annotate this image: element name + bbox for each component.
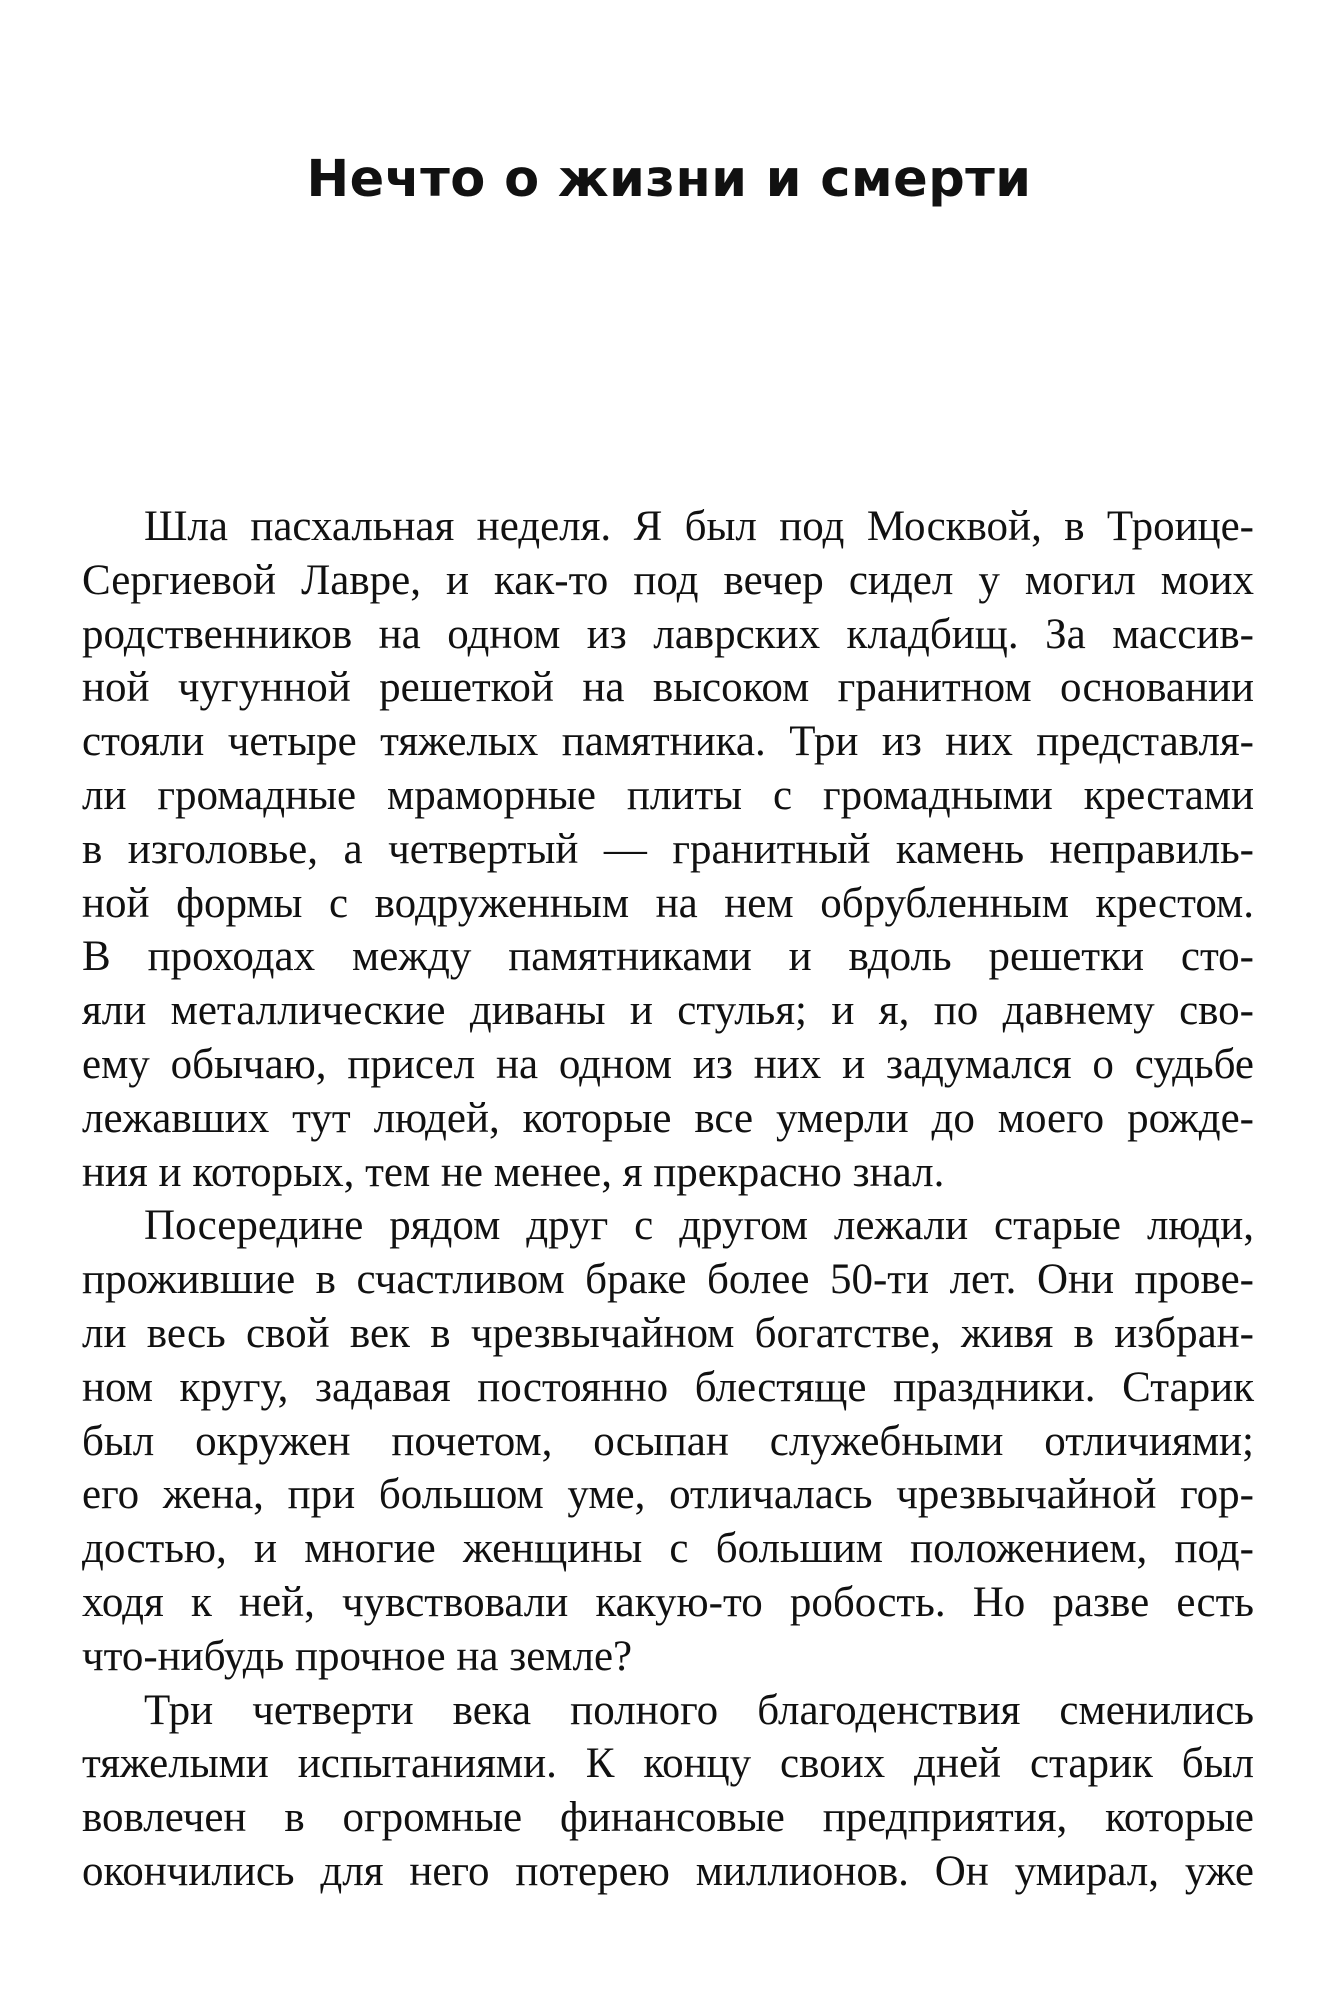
text-body [82, 500, 1254, 1899]
text-line: ходя к ней, чувствовали какую-то робость. Но разве есть [82, 1578, 1254, 1626]
text-line: В проходах между памятниками и вдоль решетки сто- [82, 933, 1254, 981]
text-line: что-нибудь прочное на земле? [82, 1632, 633, 1680]
text-line: тяжелыми испытаниями. К концу своих дней старик был [82, 1740, 1254, 1788]
text-line: Три четверти века полного благоденствия сменились [144, 1686, 1254, 1734]
text-line: его жена, при большом уме, отличалась чрезвычайной гор- [82, 1471, 1254, 1519]
text-line: ли весь свой век в чрезвычайном богатстве, живя в избран- [82, 1309, 1254, 1357]
paragraph-2 [82, 1199, 1254, 1683]
text-line: Сергиевой Лавре, и как-то под вечер сидел у могил моих [82, 556, 1254, 604]
text-line: прожившие в счастливом браке более 50-ти лет. Они прове- [82, 1256, 1254, 1304]
text-line: был окружен почетом, осыпан служебными отличиями; [82, 1417, 1254, 1465]
text-line: яли металлические диваны и стулья; и я, по давнему сво- [82, 987, 1254, 1035]
text-line: стояли четыре тяжелых памятника. Три из них представля- [82, 718, 1254, 766]
text-line: ной чугунной решеткой на высоком гранитном основании [82, 664, 1254, 712]
text-line: Посередине рядом друг с другом лежали старые люди, [144, 1202, 1254, 1250]
text-line: вовлечен в огромные финансовые предприятия, которые [82, 1794, 1254, 1842]
text-line: ном кругу, задавая постоянно блестяще праздники. Старик [82, 1363, 1254, 1411]
paragraph-3 [82, 1684, 1254, 1899]
text-line: Шла пасхальная неделя. Я был под Москвой, в Троице- [144, 503, 1254, 550]
text-line: лежавших тут людей, которые все умерли до моего рожде- [82, 1094, 1254, 1142]
text-line: окончились для него потерею миллионов. Он умирал, уже [82, 1847, 1254, 1895]
paragraph-1 [82, 500, 1254, 1199]
text-line: ему обычаю, присел на одном из них и задумался о судьбе [82, 1040, 1254, 1088]
text-line: ной формы с водруженным на нем обрубленным крестом. [82, 879, 1254, 927]
text-line: ния и которых, тем не менее, я прекрасно знал. [82, 1148, 945, 1196]
text-line: родственников на одном из лаврских кладбищ. За массив- [82, 610, 1254, 658]
chapter-title: Нечто о жизни и смерти [306, 150, 1032, 209]
text-line: достью, и многие женщины с большим положением, под- [82, 1525, 1254, 1573]
text-line: ли громадные мраморные плиты с громадными крестами [82, 771, 1254, 819]
text-line: в изголовье, а четвертый — гранитный камень неправиль- [82, 825, 1254, 873]
